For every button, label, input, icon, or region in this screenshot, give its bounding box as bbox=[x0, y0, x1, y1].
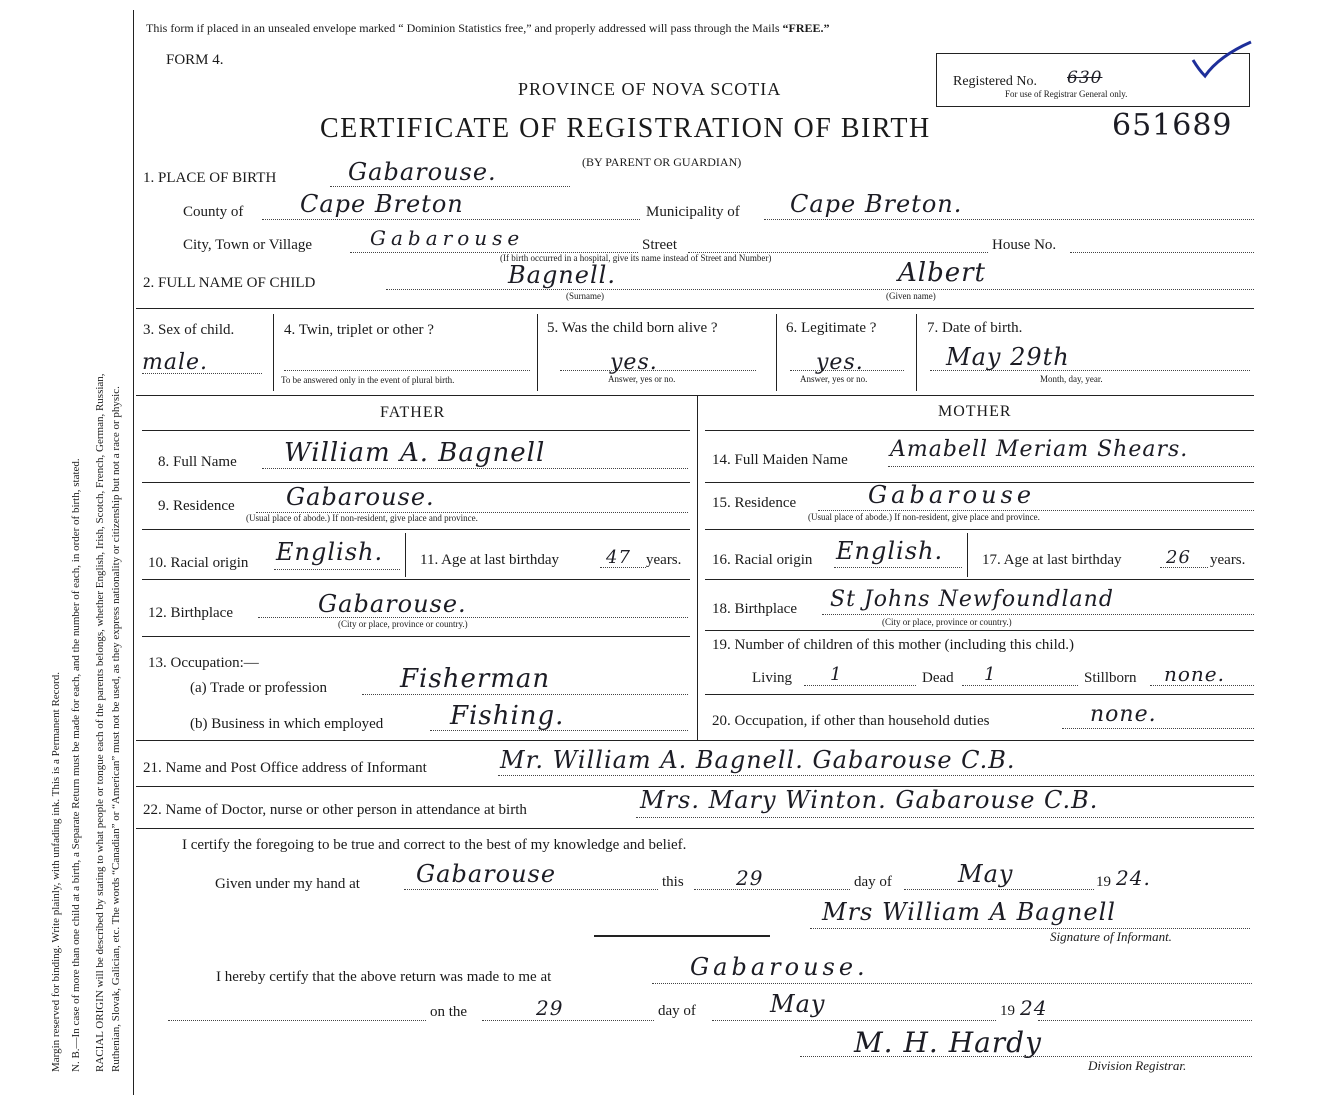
handwritten-number: 651689 bbox=[1112, 108, 1233, 143]
father-occ-label: 13. Occupation:— bbox=[148, 655, 259, 671]
place-value: Gabarouse. bbox=[348, 158, 497, 186]
margin-binding-note: Margin reserved for binding. Write plainly, with unfading ink. This is a Permanent Record. bbox=[50, 672, 62, 1072]
living-value: 1 bbox=[830, 664, 843, 685]
child-name-label: 2. FULL NAME OF CHILD bbox=[143, 275, 316, 291]
this-label: this bbox=[662, 874, 684, 890]
certify-year-value: 24. bbox=[1116, 866, 1151, 890]
mother-bp-value: St Johns Newfoundland bbox=[830, 587, 1114, 612]
form-left-border bbox=[133, 10, 134, 1095]
registrar-place-value: Gabarouse. bbox=[690, 953, 869, 981]
alive-value: yes. bbox=[610, 350, 658, 375]
father-res-value: Gabarouse. bbox=[286, 483, 435, 511]
mother-age-value: 26 bbox=[1166, 547, 1191, 568]
margin-nb-note: N. B.—In case of more than one child at a birth, a Separate Return must be made for each, and the number of each, in order of birth, stated. bbox=[70, 458, 82, 1072]
mother-heading: MOTHER bbox=[938, 403, 1012, 420]
page-title: CERTIFICATE OF REGISTRATION OF BIRTH bbox=[320, 113, 931, 144]
father-bp-value: Gabarouse. bbox=[318, 590, 467, 618]
doctor-value: Mrs. Mary Winton. Gabarouse C.B. bbox=[640, 786, 1099, 814]
given-place-value: Gabarouse bbox=[416, 860, 557, 888]
hospital-note: (If birth occurred in a hospital, give its name instead of Street and Number) bbox=[500, 253, 772, 263]
municipality-value: Cape Breton. bbox=[790, 190, 963, 218]
informant-signature-label: Signature of Informant. bbox=[1050, 929, 1172, 944]
certify-dayof-label: day of bbox=[854, 874, 892, 890]
mother-occ-label: 20. Occupation, if other than household duties bbox=[712, 713, 990, 729]
mother-occ-value: none. bbox=[1090, 702, 1157, 727]
father-res-label: 9. Residence bbox=[158, 498, 235, 514]
registrar-year-value: 24 bbox=[1020, 996, 1048, 1020]
dob-value: May 29th bbox=[946, 343, 1070, 371]
father-age-value: 47 bbox=[606, 547, 631, 568]
registrar-year-prefix: 19 bbox=[1000, 1003, 1015, 1019]
mother-children-label: 19. Number of children of this mother (including this child.) bbox=[712, 637, 1075, 653]
mother-racial-value: English. bbox=[836, 537, 944, 565]
surname-caption: (Surname) bbox=[566, 291, 604, 301]
house-label: House No. bbox=[992, 237, 1057, 253]
street-label: Street bbox=[642, 237, 677, 253]
mother-res-value: Gabarouse bbox=[868, 481, 1036, 509]
registered-label: Registered No. bbox=[953, 74, 1037, 89]
father-bp-label: 12. Birthplace bbox=[148, 605, 233, 621]
registrar-note: For use of Registrar General only. bbox=[1005, 89, 1128, 99]
municipality-label: Municipality of bbox=[646, 204, 740, 220]
legit-value: yes. bbox=[816, 350, 864, 375]
father-racial-value: English. bbox=[276, 538, 384, 566]
father-trade-label: (a) Trade or profession bbox=[190, 680, 328, 696]
father-bp-note: (City or place, province or country.) bbox=[338, 619, 468, 629]
twin-note: To be answered only in the event of plural birth. bbox=[281, 375, 455, 385]
city-value: Gabarouse bbox=[370, 226, 525, 250]
dob-label: 7. Date of birth. bbox=[927, 320, 1023, 336]
province-heading: PROVINCE OF NOVA SCOTIA bbox=[518, 79, 782, 99]
given-label: Given under my hand at bbox=[215, 876, 360, 892]
dob-note: Month, day, year. bbox=[1040, 374, 1103, 384]
certify-month-value: May bbox=[958, 860, 1014, 888]
child-given-value: Albert bbox=[898, 258, 986, 288]
father-heading: FATHER bbox=[380, 404, 446, 421]
father-res-note: (Usual place of abode.) If non-resident, give place and province. bbox=[246, 513, 478, 523]
stillborn-value: none. bbox=[1164, 662, 1225, 686]
legit-label: 6. Legitimate ? bbox=[786, 320, 877, 336]
registered-box bbox=[936, 53, 1250, 107]
registrar-dayof-label: day of bbox=[658, 1003, 696, 1019]
mother-racial-label: 16. Racial origin bbox=[712, 552, 813, 568]
father-age-label: 11. Age at last birthday bbox=[420, 552, 559, 568]
father-age-unit: years. bbox=[646, 552, 682, 568]
certify-day-value: 29 bbox=[736, 866, 764, 890]
county-value: Cape Breton bbox=[300, 190, 464, 218]
registered-value: 630 bbox=[1067, 68, 1103, 88]
dead-value: 1 bbox=[984, 664, 997, 685]
mother-name-value: Amabell Meriam Shears. bbox=[890, 437, 1189, 462]
informant-signature: Mrs William A Bagnell bbox=[822, 898, 1116, 926]
mother-age-unit: years. bbox=[1210, 552, 1246, 568]
certify-year-prefix: 19 bbox=[1096, 874, 1111, 890]
mother-bp-note: (City or place, province or country.) bbox=[882, 617, 1012, 627]
father-racial-label: 10. Racial origin bbox=[148, 555, 249, 571]
registrar-day-value: 29 bbox=[536, 996, 564, 1020]
father-business-label: (b) Business in which employed bbox=[190, 716, 384, 732]
mother-res-note: (Usual place of abode.) If non-resident, give place and province. bbox=[808, 512, 1040, 522]
alive-label: 5. Was the child born alive ? bbox=[547, 320, 718, 336]
form-number: FORM 4. bbox=[166, 52, 224, 68]
mail-notice: This form if placed in an unsealed envelope marked “ Dominion Statistics free,” and properly addressed will pass through the Mails “FREE.” bbox=[146, 21, 830, 35]
twin-label: 4. Twin, triplet or other ? bbox=[284, 322, 434, 338]
father-business-value: Fishing. bbox=[450, 701, 565, 731]
mother-bp-label: 18. Birthplace bbox=[712, 601, 797, 617]
county-label: County of bbox=[183, 204, 244, 220]
father-trade-value: Fisherman bbox=[400, 664, 551, 694]
legit-note: Answer, yes or no. bbox=[800, 374, 868, 384]
alive-note: Answer, yes or no. bbox=[608, 374, 676, 384]
city-label: City, Town or Village bbox=[183, 237, 313, 253]
registrar-statement: I hereby certify that the above return was made to me at bbox=[216, 969, 552, 985]
father-name-value: William A. Bagnell bbox=[284, 438, 546, 468]
given-caption: (Given name) bbox=[886, 291, 936, 301]
place-label: 1. PLACE OF BIRTH bbox=[143, 170, 277, 186]
stillborn-label: Stillborn bbox=[1084, 670, 1137, 686]
sex-value: male. bbox=[142, 350, 209, 375]
registrar-month-value: May bbox=[770, 990, 826, 1018]
registrar-signature: M. H. Hardy bbox=[854, 1026, 1042, 1059]
page-subtitle: (BY PARENT OR GUARDIAN) bbox=[582, 155, 742, 169]
mother-age-label: 17. Age at last birthday bbox=[982, 552, 1122, 568]
child-surname-value: Bagnell. bbox=[508, 261, 616, 289]
dead-label: Dead bbox=[922, 670, 954, 686]
informant-value: Mr. William A. Bagnell. Gabarouse C.B. bbox=[500, 746, 1016, 774]
sex-label: 3. Sex of child. bbox=[143, 322, 235, 338]
registrar-signature-label: Division Registrar. bbox=[1088, 1058, 1187, 1073]
informant-label: 21. Name and Post Office address of Informant bbox=[143, 760, 427, 776]
margin-racial-note-cont: Ruthenian, Slovak, Galician, etc. The words “Canadian” or “American” must not be used, as they express nationality or citizenship but not a race or physic. bbox=[110, 386, 122, 1072]
doctor-label: 22. Name of Doctor, nurse or other person in attendance at birth bbox=[143, 802, 527, 818]
father-name-label: 8. Full Name bbox=[158, 454, 237, 470]
certify-statement: I certify the foregoing to be true and correct to the best of my knowledge and belief. bbox=[182, 837, 687, 853]
mother-name-label: 14. Full Maiden Name bbox=[712, 452, 848, 468]
margin-racial-note: RACIAL ORIGIN will be described by stating to what people or tongue each of the parents belongs, whether English, Irish, Scotch, French, German, Russian, bbox=[94, 373, 106, 1072]
registrar-on-label: on the bbox=[430, 1004, 468, 1020]
living-label: Living bbox=[752, 670, 792, 686]
checkmark-icon bbox=[1189, 38, 1259, 82]
mother-res-label: 15. Residence bbox=[712, 495, 797, 511]
